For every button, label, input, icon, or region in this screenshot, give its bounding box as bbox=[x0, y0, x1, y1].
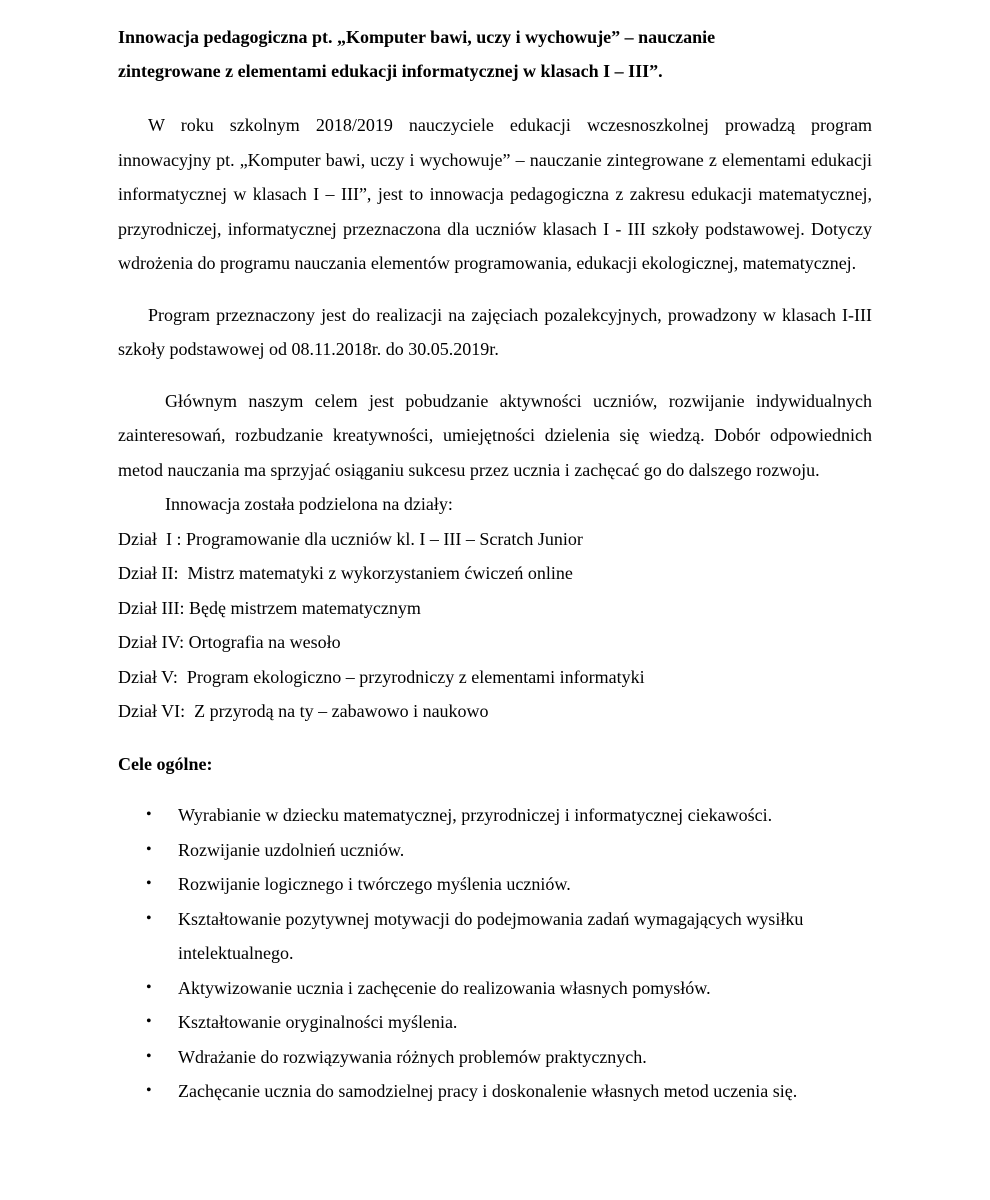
goal-item-text: Rozwijanie logicznego i twórczego myślenia uczniów. bbox=[178, 874, 571, 894]
goal-item bbox=[118, 798, 872, 833]
divisions-list bbox=[118, 522, 872, 729]
goal-item-text: Wdrażanie do rozwiązywania różnych problemów praktycznych. bbox=[178, 1046, 647, 1067]
bullet-icon: • bbox=[146, 875, 152, 892]
document-title-line-2: zintegrowane z elementami edukacji informatycznej w klasach I – III”. bbox=[118, 61, 663, 81]
goal-item-text: Aktywizowanie ucznia i zachęcenie do realizowania własnych pomysłów. bbox=[178, 977, 711, 998]
goal-item bbox=[118, 1074, 872, 1109]
division-item-2: Dział II: Mistrz matematyki z wykorzystaniem ćwiczeń online bbox=[118, 563, 573, 583]
bullet-icon: • bbox=[146, 840, 152, 858]
goal-item bbox=[118, 1005, 872, 1040]
bullet-icon: • bbox=[146, 1082, 152, 1099]
bullet-icon: • bbox=[146, 1013, 152, 1030]
goal-item-text: Zachęcanie ucznia do samodzielnej pracy i doskonalenie własnych metod uczenia się. bbox=[178, 1081, 798, 1101]
goal-item bbox=[118, 833, 872, 868]
goal-item-text: Kształtowanie pozytywnej motywacji do podejmowania zadań wymagających wysiłku intelektualnego. bbox=[178, 908, 804, 963]
goal-item bbox=[118, 1040, 872, 1075]
goals-heading: Cele ogólne: bbox=[118, 753, 213, 774]
division-item-5: Dział V: Program ekologiczno – przyrodniczy z elementami informatyki bbox=[118, 666, 645, 687]
bullet-icon: • bbox=[146, 806, 152, 823]
document-page bbox=[118, 20, 872, 1109]
document-title-line-1: Innowacja pedagogiczna pt. „Komputer bawi, uczy i wychowuje” – nauczanie bbox=[118, 27, 716, 47]
division-item-3: Dział III: Będę mistrzem matematycznym bbox=[118, 597, 421, 618]
goal-item-text: Rozwijanie uzdolnień uczniów. bbox=[178, 839, 405, 860]
division-item-4: Dział IV: Ortografia na wesoło bbox=[118, 632, 341, 652]
goal-item-text: Wyrabianie w dziecku matematycznej, przyrodniczej i informatycznej ciekawości. bbox=[178, 805, 773, 825]
goal-paragraph: Głównym naszym celem jest pobudzanie aktywności uczniów, rozwijanie indywidualnych zainteresowań, rozbudzanie kreatywności, umiejętności dzielenia się wiedzą. Dobór odpowiednich metod nauczania ma sprzyjać osiąganiu sukcesu przez ucznia i zachęcać go do dalszego rozwoju. bbox=[118, 390, 872, 480]
program-paragraph: Program przeznaczony jest do realizacji na zajęciach pozalekcyjnych, prowadzony w klasach I-III szkoły podstawowej od 08.11.2018r. do 30.05.2019r. bbox=[118, 304, 872, 359]
bullet-icon: • bbox=[146, 978, 152, 996]
intro-paragraph: W roku szkolnym 2018/2019 nauczyciele edukacji wczesnoszkolnej prowadzą program innowacyjny pt. „Komputer bawi, uczy i wychowuje” – nauczanie zintegrowane z elementami edukacji informatycznej w klasach I – III”, jest to innowacja pedagogiczna z zakresu edukacji matematycznej, przyrodniczej, informatycznej przeznaczona dla uczniów klasach I - III szkoły podstawowej. Dotyczy wdrożenia do programu nauczania elementów programowania, edukacji ekologicznej, matematycznej. bbox=[118, 115, 872, 273]
goal-item-text: Kształtowanie oryginalności myślenia. bbox=[178, 1012, 458, 1032]
goals-list bbox=[118, 798, 872, 1109]
goal-item bbox=[118, 902, 872, 971]
divisions-intro: Innowacja została podzielona na działy: bbox=[165, 494, 453, 514]
goal-item bbox=[118, 971, 872, 1006]
division-item-1: Dział I : Programowanie dla uczniów kl. I – III – Scratch Junior bbox=[118, 528, 583, 549]
bullet-icon: • bbox=[146, 1047, 152, 1065]
bullet-icon: • bbox=[146, 909, 152, 927]
division-item-6: Dział VI: Z przyrodą na ty – zabawowo i naukowo bbox=[118, 701, 489, 721]
goal-item bbox=[118, 867, 872, 902]
